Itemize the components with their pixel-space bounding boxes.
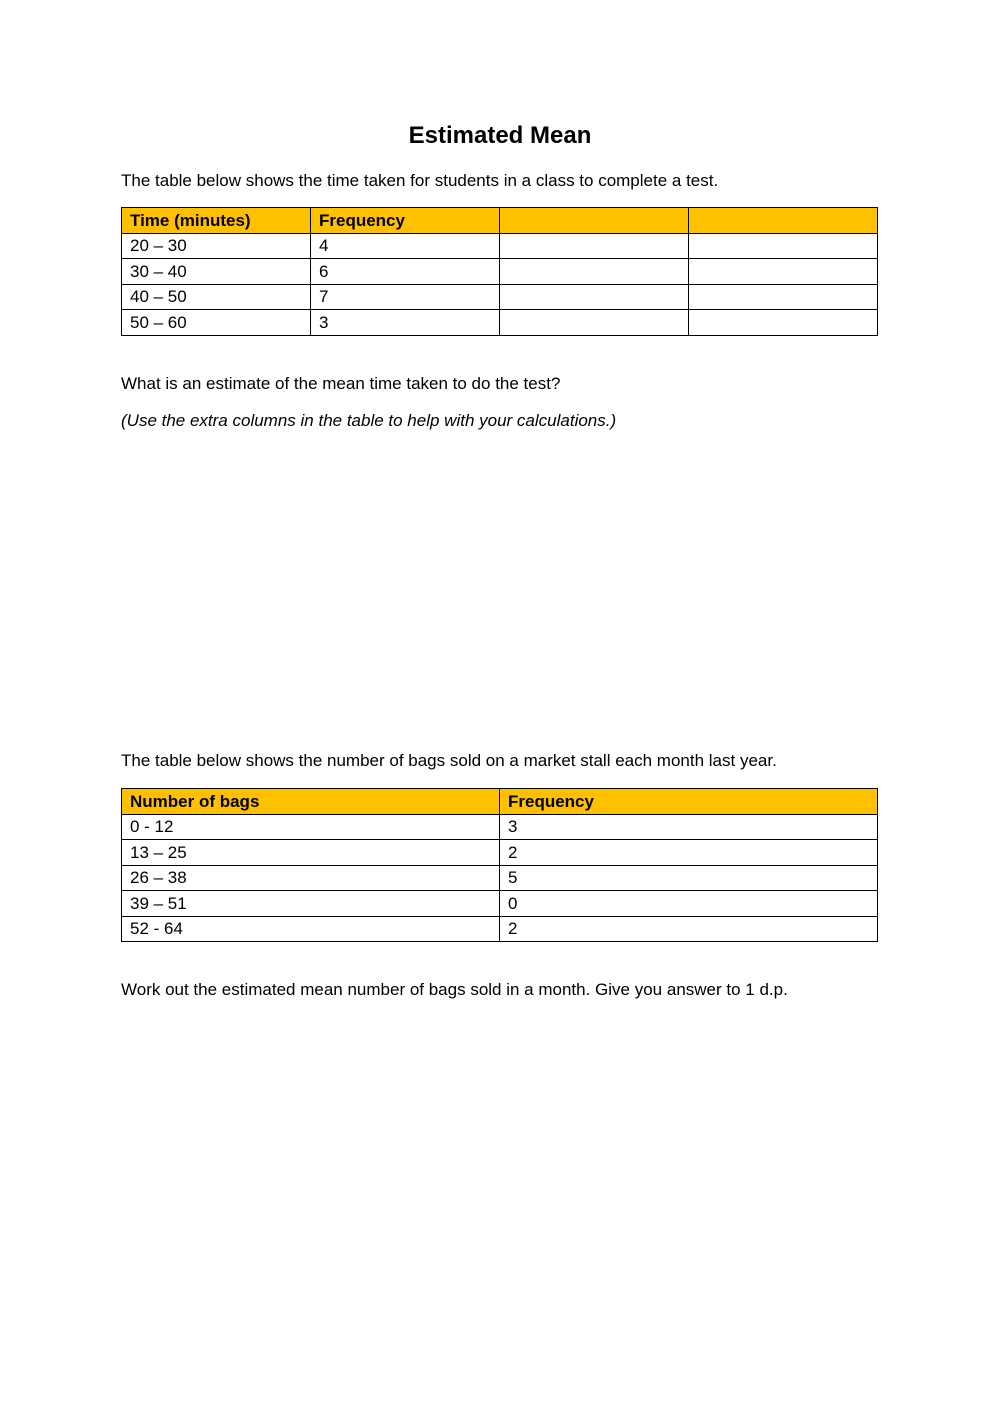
table-cell — [500, 310, 689, 336]
table-row — [122, 310, 878, 336]
table-row — [122, 233, 878, 259]
table-cell — [500, 259, 689, 285]
table-header-cell: Time (minutes) — [122, 208, 311, 234]
table-cell: 3 — [311, 310, 500, 336]
table-cell: 26 – 38 — [122, 865, 500, 891]
section1-hint: (Use the extra columns in the table to help with your calculations.) — [121, 411, 617, 430]
table-cell — [689, 233, 878, 259]
table-header-cell — [689, 208, 878, 234]
table-cell — [500, 233, 689, 259]
table-header-cell: Frequency — [500, 789, 878, 815]
table-row — [122, 916, 878, 942]
table-cell — [689, 284, 878, 310]
table-row — [122, 891, 878, 917]
table-cell: 30 – 40 — [122, 259, 311, 285]
table-cell: 13 – 25 — [122, 840, 500, 866]
table-cell: 2 — [500, 916, 878, 942]
table-header-row — [122, 789, 878, 815]
table-header-cell: Frequency — [311, 208, 500, 234]
bags-frequency-table — [121, 788, 878, 942]
table-row — [122, 284, 878, 310]
table-cell: 52 - 64 — [122, 916, 500, 942]
table-cell: 50 – 60 — [122, 310, 311, 336]
time-frequency-table — [121, 207, 878, 336]
table-cell — [689, 259, 878, 285]
table-row — [122, 814, 878, 840]
table-cell — [689, 310, 878, 336]
table-cell: 5 — [500, 865, 878, 891]
section1-intro: The table below shows the time taken for students in a class to complete a test. — [121, 171, 719, 190]
table-row — [122, 865, 878, 891]
section2-question: Work out the estimated mean number of bags sold in a month. Give you answer to 1 d.p. — [121, 980, 788, 999]
table-header-cell: Number of bags — [122, 789, 500, 815]
table-header-row — [122, 208, 878, 234]
section2-intro: The table below shows the number of bags sold on a market stall each month last year. — [121, 751, 777, 770]
table-cell: 39 – 51 — [122, 891, 500, 917]
table-cell: 3 — [500, 814, 878, 840]
table-cell: 7 — [311, 284, 500, 310]
table-cell: 0 — [500, 891, 878, 917]
table-cell — [500, 284, 689, 310]
table-cell: 20 – 30 — [122, 233, 311, 259]
table-row — [122, 259, 878, 285]
table-row — [122, 840, 878, 866]
table-header-cell — [500, 208, 689, 234]
section1-question: What is an estimate of the mean time taken to do the test? — [121, 374, 561, 393]
table-cell: 4 — [311, 233, 500, 259]
table-cell: 0 - 12 — [122, 814, 500, 840]
page-title: Estimated Mean — [408, 122, 592, 149]
table-cell: 6 — [311, 259, 500, 285]
table-cell: 2 — [500, 840, 878, 866]
table-cell: 40 – 50 — [122, 284, 311, 310]
